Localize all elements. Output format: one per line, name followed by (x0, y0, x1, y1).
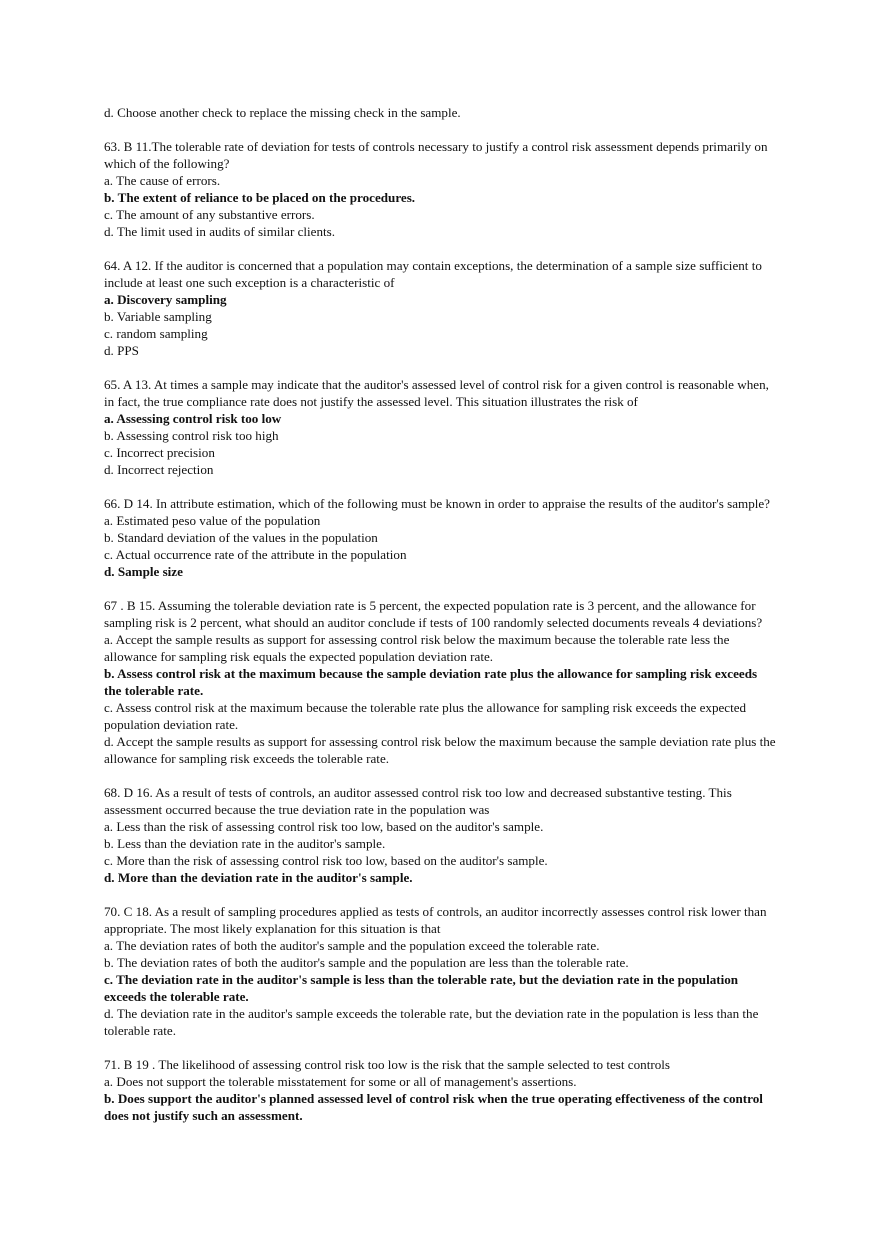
answer-option-correct: d. Sample size (104, 564, 183, 579)
answer-option-correct: c. The deviation rate in the auditor's sample is less than the tolerable rate, but the deviation rate in the population exceeds the tolerable rate. (104, 972, 739, 1004)
answer-option: a. Less than the risk of assessing control risk too low, based on the auditor's sample. (104, 819, 544, 834)
answer-option: d. Accept the sample results as support for assessing control risk below the maximum because the sample deviation rate plus the allowance for sampling risk exceeds the tolerable rate. (104, 734, 776, 766)
answer-option: a. The cause of errors. (104, 173, 221, 188)
question-stem: 65. A 13. At times a sample may indicate that the auditor's assessed level of control risk for a given control is reasonable when, in fact, the true compliance rate does not justify the assessed level. This situation illustrates the risk of (104, 377, 769, 409)
question-list (104, 138, 776, 1124)
question-block (104, 376, 776, 478)
answer-option: c. Assess control risk at the maximum because the tolerable rate plus the allowance for sampling risk exceeds the expected population deviation rate. (104, 700, 747, 732)
question-block (104, 1056, 776, 1124)
answer-option-correct: a. Discovery sampling (104, 292, 227, 307)
answer-option: c. The amount of any substantive errors. (104, 207, 315, 222)
answer-option: b. Variable sampling (104, 309, 212, 324)
answer-option: a. Does not support the tolerable misstatement for some or all of management's assertions. (104, 1074, 577, 1089)
question-block (104, 495, 776, 580)
answer-option: c. Actual occurrence rate of the attribute in the population (104, 547, 407, 562)
intro-line: d. Choose another check to replace the missing check in the sample. (104, 105, 461, 120)
spacer (104, 121, 776, 138)
answer-option: b. Standard deviation of the values in the population (104, 530, 378, 545)
question-stem: 70. C 18. As a result of sampling procedures applied as tests of controls, an auditor incorrectly assesses control risk lower than appropriate. The most likely explanation for this situation is that (104, 904, 767, 936)
answer-option-correct: b. The extent of reliance to be placed on the procedures. (104, 190, 416, 205)
answer-option: c. random sampling (104, 326, 208, 341)
answer-option: a. Estimated peso value of the population (104, 513, 321, 528)
question-stem: 63. B 11.The tolerable rate of deviation for tests of controls necessary to justify a control risk assessment depends primarily on which of the following? (104, 139, 768, 171)
answer-option: b. Assessing control risk too high (104, 428, 279, 443)
answer-option: d. The deviation rate in the auditor's sample exceeds the tolerable rate, but the deviation rate in the population is less than the tolerable rate. (104, 1006, 759, 1038)
answer-option: d. PPS (104, 343, 139, 358)
question-block (104, 138, 776, 240)
answer-option-correct: d. More than the deviation rate in the auditor's sample. (104, 870, 413, 885)
answer-option-correct: a. Assessing control risk too low (104, 411, 282, 426)
answer-option: b. Less than the deviation rate in the auditor's sample. (104, 836, 386, 851)
answer-option-correct: b. Does support the auditor's planned assessed level of control risk when the true operating effectiveness of the control does not justify such an assessment. (104, 1091, 763, 1123)
answer-option: d. Incorrect rejection (104, 462, 214, 477)
question-block (104, 257, 776, 359)
question-stem: 67 . B 15. Assuming the tolerable deviation rate is 5 percent, the expected population rate is 3 percent, and the allowance for sampling risk is 2 percent, what should an auditor conclude if tests of 100 randomly selected documents reveals 4 deviations? (104, 598, 763, 630)
question-stem: 66. D 14. In attribute estimation, which of the following must be known in order to appraise the results of the auditor's sample? (104, 496, 770, 511)
answer-option: d. The limit used in audits of similar clients. (104, 224, 336, 239)
answer-option: a. The deviation rates of both the auditor's sample and the population exceed the tolerable rate. (104, 938, 600, 953)
question-block (104, 903, 776, 1039)
answer-option: c. Incorrect precision (104, 445, 215, 460)
answer-option-correct: b. Assess control risk at the maximum because the sample deviation rate plus the allowance for sampling risk exceeds the tolerable rate. (104, 666, 758, 698)
question-stem: 64. A 12. If the auditor is concerned that a population may contain exceptions, the determination of a sample size sufficient to include at least one such exception is a characteristic of (104, 258, 762, 290)
question-stem: 71. B 19 . The likelihood of assessing control risk too low is the risk that the sample selected to test controls (104, 1057, 670, 1072)
answer-option: c. More than the risk of assessing control risk too low, based on the auditor's sample. (104, 853, 548, 868)
question-block (104, 597, 776, 767)
question-block (104, 784, 776, 886)
answer-option: a. Accept the sample results as support for assessing control risk below the maximum because the tolerable rate less the allowance for sampling risk equals the expected population deviation rate. (104, 632, 730, 664)
answer-option: b. The deviation rates of both the auditor's sample and the population are less than the tolerable rate. (104, 955, 629, 970)
question-stem: 68. D 16. As a result of tests of controls, an auditor assessed control risk too low and decreased substantive testing. This assessment occurred because the true deviation rate in the population was (104, 785, 732, 817)
